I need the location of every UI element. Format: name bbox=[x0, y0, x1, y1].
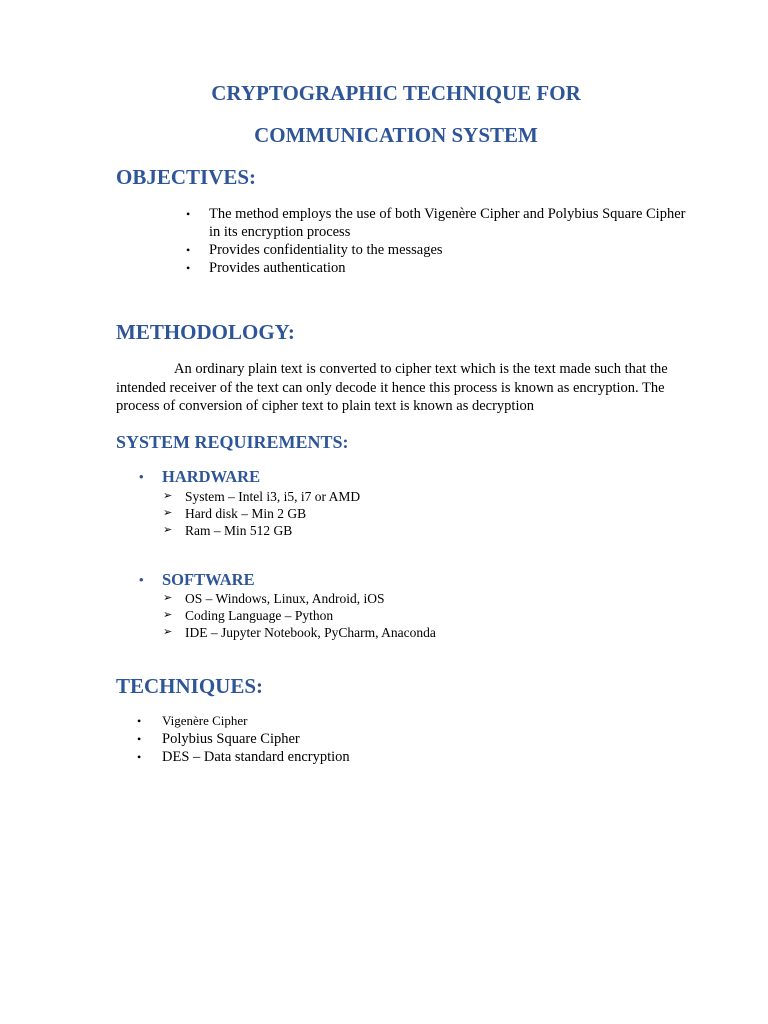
bullet-icon: • bbox=[137, 750, 142, 764]
bullet-icon: • bbox=[186, 207, 191, 221]
hardware-item-text: System – Intel i3, i5, i7 or AMD bbox=[185, 489, 361, 504]
list-item bbox=[163, 505, 613, 522]
arrow-bullet-icon: ➢ bbox=[163, 507, 173, 519]
list-item bbox=[137, 730, 537, 748]
software-item-text: OS – Windows, Linux, Android, iOS bbox=[185, 591, 385, 606]
bullet-icon: • bbox=[137, 714, 142, 728]
software-label: SOFTWARE bbox=[162, 570, 255, 589]
hardware-list bbox=[163, 488, 613, 539]
document-title-line-2: COMMUNICATION SYSTEM bbox=[254, 123, 538, 147]
arrow-bullet-icon: ➢ bbox=[163, 609, 173, 621]
list-item bbox=[163, 522, 613, 539]
bullet-icon: • bbox=[137, 732, 142, 746]
objective-text: Provides authentication bbox=[209, 260, 346, 276]
arrow-bullet-icon: ➢ bbox=[163, 626, 173, 638]
bullet-icon: • bbox=[139, 572, 144, 587]
arrow-bullet-icon: ➢ bbox=[163, 490, 173, 502]
objective-text: Provides confidentiality to the messages bbox=[209, 242, 443, 258]
list-item bbox=[163, 624, 613, 641]
bullet-icon: • bbox=[139, 469, 144, 484]
arrow-bullet-icon: ➢ bbox=[163, 592, 173, 604]
list-item bbox=[137, 748, 537, 766]
technique-text: Polybius Square Cipher bbox=[162, 731, 300, 747]
methodology-paragraph bbox=[116, 360, 676, 416]
objective-text: The method employs the use of both Vigenère Cipher and Polybius Square Cipher in its encryption process bbox=[209, 206, 686, 240]
list-item bbox=[137, 712, 537, 730]
list-item bbox=[163, 488, 613, 505]
software-heading bbox=[139, 570, 255, 590]
list-item bbox=[186, 205, 686, 241]
technique-text: DES – Data standard encryption bbox=[162, 749, 350, 765]
bullet-icon: • bbox=[186, 243, 191, 257]
document-title-line-1: CRYPTOGRAPHIC TECHNIQUE FOR bbox=[211, 81, 581, 105]
bullet-icon: • bbox=[186, 261, 191, 275]
system-requirements-heading: SYSTEM REQUIREMENTS: bbox=[116, 432, 349, 452]
hardware-label: HARDWARE bbox=[162, 467, 261, 486]
hardware-item-text: Ram – Min 512 GB bbox=[185, 523, 293, 538]
techniques-list bbox=[137, 712, 537, 766]
software-item-text: Coding Language – Python bbox=[185, 608, 334, 623]
list-item bbox=[163, 607, 613, 624]
software-item-text: IDE – Jupyter Notebook, PyCharm, Anaconda bbox=[185, 625, 436, 640]
list-item bbox=[186, 259, 686, 277]
arrow-bullet-icon: ➢ bbox=[163, 524, 173, 536]
hardware-heading bbox=[139, 467, 260, 487]
objectives-heading: OBJECTIVES: bbox=[116, 165, 257, 189]
objectives-list bbox=[186, 205, 686, 277]
methodology-heading: METHODOLOGY: bbox=[116, 320, 295, 344]
methodology-text: An ordinary plain text is converted to cipher text which is the text made such that the intended receiver of the text can only decode it hence this process is known as encryption. The process of conversion of cipher text to plain text is known as decryption bbox=[116, 361, 668, 414]
list-item bbox=[163, 590, 613, 607]
techniques-heading: TECHNIQUES: bbox=[116, 674, 264, 698]
list-item bbox=[186, 241, 686, 259]
technique-text: Vigenère Cipher bbox=[162, 713, 248, 728]
software-list bbox=[163, 590, 613, 641]
hardware-item-text: Hard disk – Min 2 GB bbox=[185, 506, 307, 521]
